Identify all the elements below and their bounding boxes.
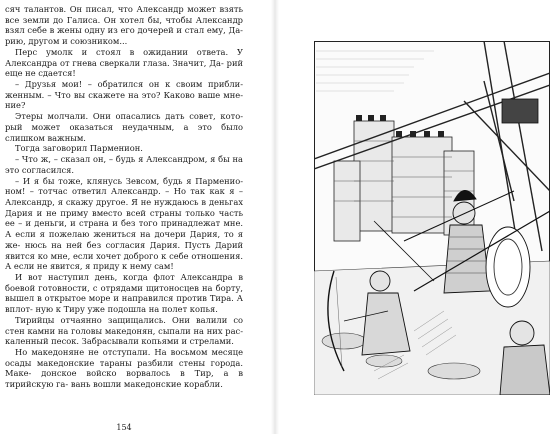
text-line: рию, другом и союзником...: [5, 36, 128, 47]
text-line: Этеры молчали. Они опасались дать совет, кото-: [15, 111, 243, 122]
engine-block: [502, 99, 538, 123]
text-line: все земли до Галиса. Он хотел бы, чтобы Александр: [5, 14, 243, 25]
text-line: это согласился.: [5, 164, 75, 175]
text-line: Перс умолк и стоял в ожидании ответа.: [15, 46, 229, 57]
text-line: взял себе в жены одну из его дочерей и стал ему, Да-: [5, 25, 243, 36]
paragraph: [5, 176, 243, 272]
text-line: вань вошли македонские корабли.: [70, 379, 223, 390]
text-line: осады македонские тараны разбили стены города. Маке-: [5, 357, 243, 379]
text-line: важным.: [47, 132, 86, 143]
paragraph: [5, 4, 243, 47]
text-line: каленный песок. Забрасывали копьями и стрелами.: [5, 336, 234, 347]
illustration-drawing: [314, 41, 550, 395]
text-line: Дария и не приму вместо всей страны только часть: [5, 207, 243, 218]
text-line: ее – и деньги, и страна и без того принадлежат мне.: [5, 218, 243, 229]
paragraph: [5, 154, 243, 175]
text-line: донское войско ворвалось в Тир, а в тирийскую га-: [5, 368, 244, 390]
text-line: А если я пожелаю жениться на дочери Дария, то я же-: [5, 229, 243, 250]
text-line: – И я бы тоже, клянусь Зевсом, будь я Парменио-: [15, 175, 243, 186]
text-line: И вот наступил день, когда флот Александра в боевой: [5, 271, 243, 293]
paragraph: [5, 111, 243, 143]
text-line: Александр, я скажу другое. Я не нуждаюсь в деньгах: [5, 196, 243, 207]
text-column: [5, 4, 243, 390]
paragraph: [5, 315, 243, 347]
text-line: рый может оказаться неудачным, а это было слишком: [5, 121, 243, 143]
text-line: не явится, я приду к нему сам!: [36, 261, 174, 272]
paragraph: [5, 47, 243, 79]
text-line: ко мне, если хочет доброго к себе отношения. А если: [5, 250, 243, 272]
text-line: – Друзья мои! – обратился он к своим прибли-: [15, 79, 243, 90]
text-line: готовности, с отрядами щитоносцев на борту, вышел: [5, 282, 243, 304]
right-page: [279, 0, 550, 434]
text-line: сяч талантов. Он писал, что Александр может взять: [5, 4, 243, 14]
text-line: – Что ж, – сказал он, – будь я Александром, я бы на: [15, 154, 243, 165]
left-page: [0, 0, 271, 434]
text-line: нюсь на ней без согласия Дария. Пусть Дарий явится: [5, 239, 244, 261]
soldier-helmet: [453, 202, 475, 224]
text-line: ние?: [5, 100, 26, 111]
text-line: ном! – тотчас ответил Александр. – Но так как я –: [5, 186, 243, 197]
text-line: женным. – Что вы скажете на это? Каково ваше мне-: [5, 89, 243, 100]
text-line: рий еще не сдается!: [5, 57, 244, 79]
paragraph: [5, 347, 243, 390]
paragraph: [5, 272, 243, 315]
text-line: стен камни на головы македонян, сыпали на них рас-: [5, 325, 243, 336]
book-gutter: [271, 0, 279, 434]
paragraph: [5, 143, 243, 154]
text-line: Тирийцы отчаянно защищались. Они валили со: [15, 314, 243, 325]
text-line: Но македоняне не отступали. На восьмом месяце: [15, 347, 243, 357]
text-line: Тогда заговорил Парменион.: [15, 143, 143, 154]
paragraph: [5, 79, 243, 111]
page-number: 154: [116, 423, 132, 432]
text-line: ную к Тиру уже подошла на полет копья.: [35, 304, 218, 315]
text-line: в открытое море и направился против Тира. А вплот-: [5, 293, 244, 315]
siege-illustration: [314, 41, 550, 395]
text-line: У Александра от гнева сверкали глаза. Значит, Да-: [5, 46, 244, 68]
